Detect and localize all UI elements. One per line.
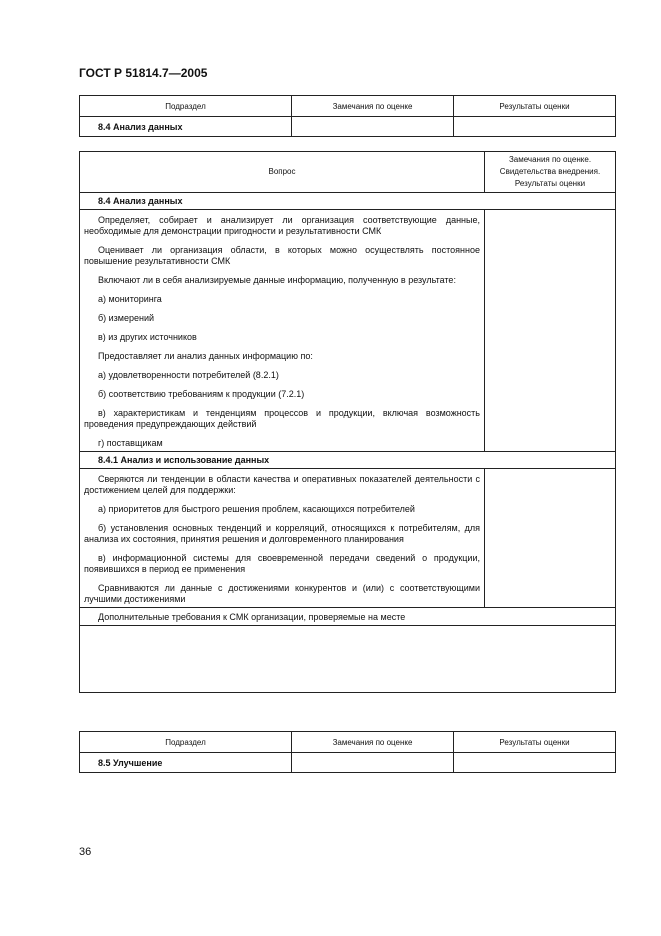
remarks-cell xyxy=(292,117,454,137)
summary-table-bottom xyxy=(79,731,616,773)
question-item: Сравниваются ли данные с достижениями конкурентов и (или) с соответствующими лучшими достижениями xyxy=(84,583,480,604)
summary-table-top xyxy=(79,95,616,137)
question-item: а) приоритетов для быстрого решения проблем, касающихся потребителей xyxy=(98,504,415,514)
document-code: ГОСТ Р 51814.7—2005 xyxy=(79,66,208,80)
question-item: б) установления основных тенденций и корреляций, относящихся к потребителям, для анализа их состояния, принятия решения и долговременного планирования xyxy=(84,523,480,544)
column-header-evidence xyxy=(485,152,616,193)
checklist-table xyxy=(79,151,616,693)
remarks-cell xyxy=(292,753,454,773)
question-item: в) информационной системы для своевременной передачи сведений о продукции, появившихся в период ее применения xyxy=(84,553,480,574)
column-header-remarks: Замечания по оценке xyxy=(292,96,454,117)
evidence-header-line1: Замечания по оценке. xyxy=(508,155,592,164)
column-header-results: Результаты оценки xyxy=(454,732,616,753)
section-title-8-4: 8.4 Анализ данных xyxy=(80,193,616,210)
evidence-cell-8-4-1 xyxy=(485,469,616,608)
question-item: в) характеристикам и тенденциям процессов и продукции, включая возможность проведения предупреждающих действий xyxy=(84,408,480,429)
question-item: Включают ли в себя анализируемые данные информацию, полученную в результате: xyxy=(98,275,456,285)
section-title-8-4-1: 8.4.1 Анализ и использование данных xyxy=(80,452,616,469)
question-item: в) из других источников xyxy=(98,332,197,342)
question-item: г) поставщикам xyxy=(98,438,163,448)
question-item: Оценивает ли организация области, в которых можно осуществлять постоянное повышение результативности СМК xyxy=(84,245,480,266)
questions-cell-8-4 xyxy=(80,210,485,452)
questions-cell-8-4-1 xyxy=(80,469,485,608)
column-header-question: Вопрос xyxy=(80,152,485,193)
question-item: Сверяются ли тенденции в области качества и оперативных показателей деятельности с достижением целей для поддержки: xyxy=(84,474,480,495)
column-header-results: Результаты оценки xyxy=(454,96,616,117)
column-header-remarks: Замечания по оценке xyxy=(292,732,454,753)
question-item: б) измерений xyxy=(98,313,155,323)
page-number: 36 xyxy=(79,846,92,858)
additional-requirements-blank xyxy=(80,626,616,693)
question-item: Предоставляет ли анализ данных информацию по: xyxy=(98,351,313,361)
question-item: а) мониторинга xyxy=(98,294,162,304)
column-header-subsection: Подраздел xyxy=(80,732,292,753)
additional-requirements-row: Дополнительные требования к СМК организации, проверяемые на месте xyxy=(80,608,616,626)
evidence-header-line2: Свидетельства внедрения. xyxy=(499,167,601,176)
evidence-header-line3: Результаты оценки xyxy=(514,179,586,188)
question-item: б) соответствию требованиям к продукции (7.2.1) xyxy=(98,389,305,399)
column-header-subsection: Подраздел xyxy=(80,96,292,117)
subsection-cell: 8.4 Анализ данных xyxy=(80,117,292,137)
question-item: а) удовлетворенности потребителей (8.2.1) xyxy=(98,370,279,380)
results-cell xyxy=(454,117,616,137)
results-cell xyxy=(454,753,616,773)
evidence-cell-8-4 xyxy=(485,210,616,452)
subsection-cell: 8.5 Улучшение xyxy=(80,753,292,773)
question-item: Определяет, собирает и анализирует ли организация соответствующие данные, необходимые для демонстрации пригодности и результативности СМК xyxy=(84,215,480,236)
